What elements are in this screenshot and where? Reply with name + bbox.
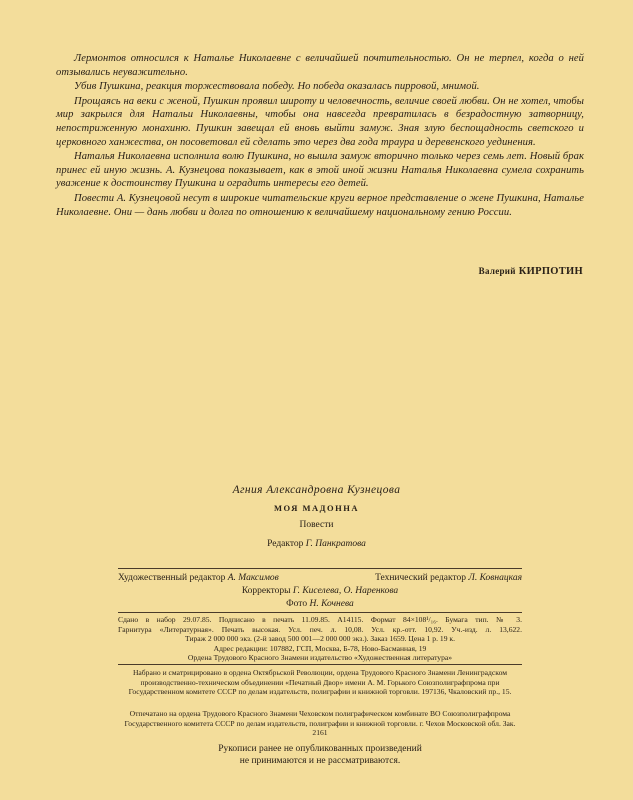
tech-line-5: Ордена Трудового Красного Знамени издательство «Художественная литература»	[187, 653, 453, 663]
signature-first-name: Валерий	[478, 266, 516, 276]
tech-line-4: Адрес редакции: 107882, ГСП, Москва, Б-78, Ново-Басманная, 19	[213, 643, 427, 653]
art-editor-label: Художественный редактор	[118, 573, 226, 583]
colophon	[0, 484, 633, 549]
book-genre: Повести	[299, 520, 334, 530]
essay-signature	[479, 266, 583, 277]
art-editor-name: А. Максимов	[227, 573, 279, 583]
art-editor-credit	[118, 572, 279, 585]
essay-paragraph-3: Прощаясь на веки с женой, Пушкин проявил широту и человечность, величие своей любви. Он не хотел, чтобы мир закрылся для Натальи Николаевны, чтобы она навсегда превратилась в безрадостную затворницу, непостриженную монахиню. Пушкин завещал ей вновь выйти замуж. Зная злую беспощадность светского и церковного ханжества, он посоветовал ей сделать это через два года траура и деревенского уединения.	[56, 95, 584, 148]
editor-name: Г. Панкратова	[305, 539, 366, 549]
essay-paragraph-2: Убив Пушкина, реакция торжествовала победу. Но победа оказалась пирровой, мнимой.	[74, 81, 480, 93]
photo-label: Фото	[286, 599, 308, 609]
note-line-2: не принимаются и не рассматриваются.	[239, 756, 401, 766]
photo-credit	[118, 598, 522, 611]
signature-last-name: КИРПОТИН	[518, 266, 583, 277]
printing-info: Отпечатано на ордена Трудового Красного Знамени Чеховском полиграфическом комбинате ВО Союзполиграфпрома Государственного комитета СССР по делам издательств, полиграфии и книжной торговли. г. Чехов Московской обл. Зак. 2161	[124, 709, 516, 738]
note-line-1: Рукописи ранее не опубликованных произведений	[218, 744, 422, 754]
proofreaders-credit	[118, 585, 522, 598]
manuscripts-note	[118, 743, 522, 767]
essay-paragraph-1: Лермонтов относился к Наталье Николаевне с величайшей почтительностью. Он не терпел, когда о ней отзывались неуважительно.	[56, 53, 584, 78]
tech-editor-name: Л. Ковнацкая	[468, 573, 522, 583]
proofreaders-names: Г. Киселева, О. Наренкова	[292, 586, 399, 596]
editor-credit	[0, 539, 633, 549]
tech-line-3: Тираж 2 000 000 экз. (2-й завод 500 001—2 000 000 экз.). Заказ 1659. Цена 1 р. 19 к.	[185, 634, 455, 644]
divider-middle	[118, 612, 522, 613]
tech-editor-credit	[375, 572, 522, 585]
author-name: Агния Александровна Кузнецова	[232, 484, 401, 496]
tech-line-1: Сдано в набор 29.07.85. Подписано в печать 11.09.85. А14115. Формат 84×108¹/₁₆. Бумага тип. № 3.	[118, 615, 522, 624]
proofreaders-label: Корректоры	[241, 586, 291, 596]
tech-editor-label: Технический редактор	[375, 573, 467, 583]
divider-lower	[118, 664, 522, 665]
essay-paragraph-4: Наталья Николаевна исполнила волю Пушкина, но вышла замуж вторично только через семь лет. Новый брак принес ей иную жизнь. А. Кузнецова показывает, как в этой иной жизни Наталья Николаевна сумела сохранить уважение к достоинству Пушкина и оградить интересы его детей.	[56, 151, 584, 190]
book-title: МОЯ МАДОННА	[274, 503, 359, 513]
editor-label: Редактор	[267, 539, 304, 549]
technical-data	[118, 615, 522, 663]
tech-line-2: Гарнитура «Литературная». Печать высокая. Усл. печ. л. 10,08. Усл. кр.-отт. 10,92. Уч.-изд. л. 13,622.	[118, 624, 522, 634]
essay-text	[56, 52, 584, 220]
photo-name: Н. Кочнева	[309, 599, 354, 609]
staff-credits	[118, 572, 522, 611]
divider-top	[118, 568, 522, 569]
essay-paragraph-5: Повести А. Кузнецовой несут в широкие читательские круги верное представление о жене Пушкина, Наталье Николаевне. Они — дань любви и долга по отношению к величайшему национальному гению России.	[56, 192, 584, 218]
typesetting-info: Набрано и сматрицировано в ордена Октябрьской Революции, ордена Трудового Красного Знамени Ленинградском производственно-техническом объединении «Печатный Двор» имени А. М. Горького Союзполиграфпрома при Государственном комитете СССР по делам издательств, полиграфии и книжной торговли. 197136, Чкаловский пр., 15.	[128, 668, 512, 697]
